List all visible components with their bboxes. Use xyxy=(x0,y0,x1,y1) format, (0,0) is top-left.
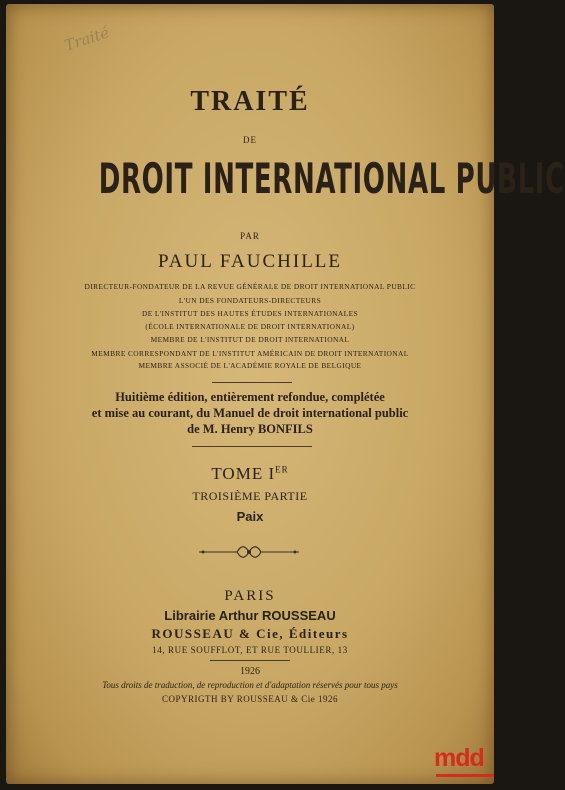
divider xyxy=(192,446,312,447)
title-connector: DE xyxy=(243,135,257,145)
volume-label xyxy=(6,464,494,484)
publication-year: 1926 xyxy=(240,666,260,677)
title-main: TRAITÉ xyxy=(190,86,310,117)
author-qualification: (ÉCOLE INTERNATIONALE DE DROIT INTERNATIONAL) xyxy=(145,322,355,331)
logo-underline xyxy=(436,774,494,777)
ornament-icon xyxy=(199,542,299,562)
handwritten-annotation: Traité xyxy=(62,23,112,55)
author-qualification: L'UN DES FONDATEURS-DIRECTEURS xyxy=(178,296,322,305)
edition-line: Huitième édition, entièrement refondue, complétée xyxy=(115,390,385,404)
library-label: Librairie Arthur ROUSSEAU xyxy=(164,608,336,623)
author-qualification: DE L'INSTITUT DES HAUTES ÉTUDES INTERNATIONALES xyxy=(141,309,359,318)
copyright-notice: COPYRIGTH BY ROUSSEAU & Cie 1926 xyxy=(162,694,338,704)
volume-suffix: ER xyxy=(275,464,289,475)
logo-text: mdd xyxy=(434,744,484,772)
edition-line: de M. Henry BONFILS xyxy=(187,422,313,436)
volume-number: TOME I xyxy=(211,464,276,483)
author-qualification: MEMBRE DE L'INSTITUT DE DROIT INTERNATIONAL xyxy=(150,335,350,344)
author-qualification: DIRECTEUR-FONDATEUR DE LA REVUE GÉNÉRALE DE DROIT INTERNATIONAL PUBLIC xyxy=(84,282,416,291)
city-label: PARIS xyxy=(224,588,276,604)
author-qualification: MEMBRE CORRESPONDANT DE L'INSTITUT AMÉRICAIN DE DROIT INTERNATIONAL xyxy=(91,349,409,358)
author-qualification: MEMBRE ASSOCIÉ DE L'ACADÉMIE ROYALE DE BELGIQUE xyxy=(138,361,362,370)
rights-notice: Tous droits de traduction, de reproduction et d'adaptation réservés pour tous pays xyxy=(102,680,398,690)
publisher-address: 14, RUE SOUFFLOT, ET RUE TOULLIER, 13 xyxy=(152,645,348,655)
divider xyxy=(212,382,292,383)
book-cover xyxy=(6,4,565,784)
author-name: PAUL FAUCHILLE xyxy=(157,251,343,272)
edition-line: et mise au courant, du Manuel de droit international public xyxy=(91,406,409,420)
publisher-label: ROUSSEAU & Cie, Éditeurs xyxy=(151,626,349,641)
subject-label: Paix xyxy=(236,509,264,524)
watermark-logo xyxy=(434,744,496,784)
by-label: PAR xyxy=(240,231,260,241)
part-label: TROISIÈME PARTIE xyxy=(192,489,308,503)
title-sub: DROIT INTERNATIONAL PUBLIC xyxy=(98,154,565,203)
divider xyxy=(210,660,290,661)
